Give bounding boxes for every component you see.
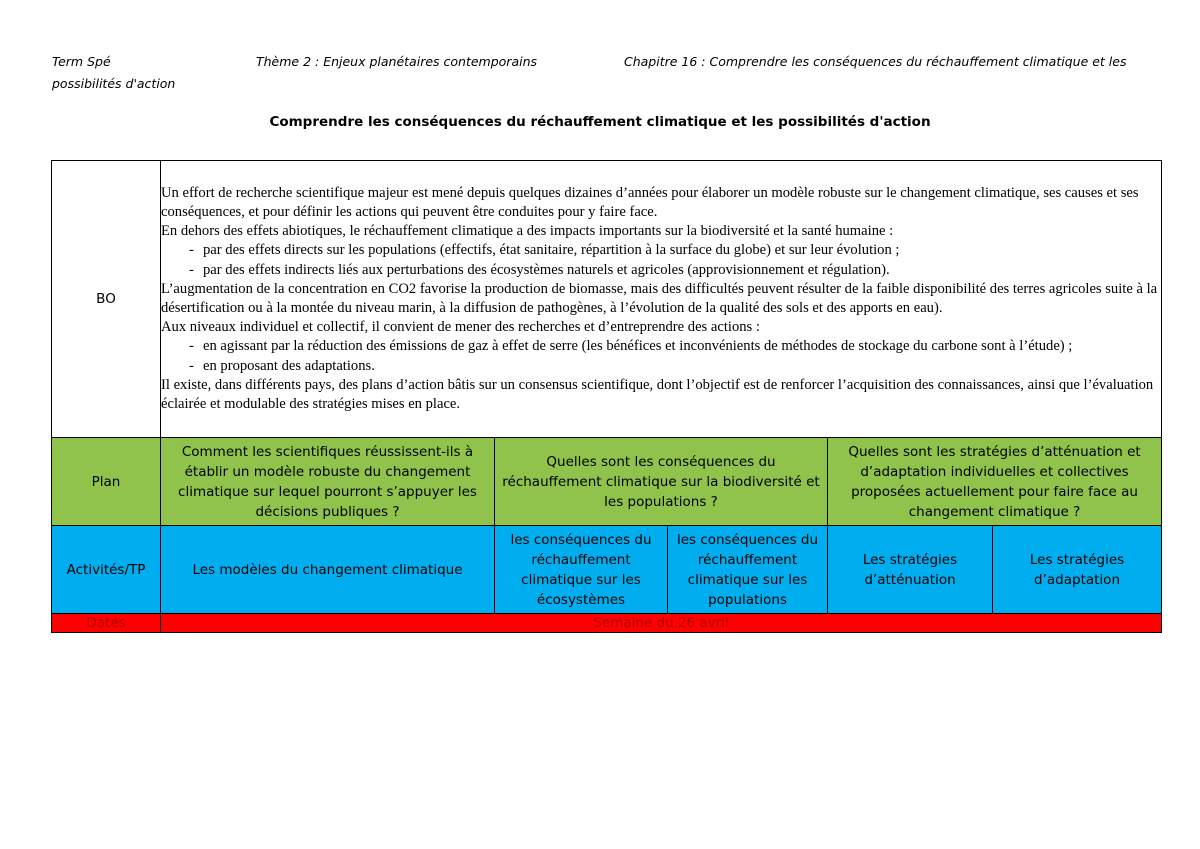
bo-paragraph-1: Un effort de recherche scientifique majeur est mené depuis quelques dizaines d’années pour élaborer un modèle robuste sur le changement climatique, ses causes et ses conséquences, et pour définir les actions qui peuvent être conduites pour y faire face. [161, 184, 1139, 220]
activity-populations: les conséquences du réchauffement climatique sur les populations [668, 526, 828, 614]
activity-mitigation: Les stratégies d’atténuation [828, 526, 993, 614]
header-term: Term Spé [52, 54, 111, 69]
plan-row [52, 438, 1162, 526]
bo-list-item-4 [161, 357, 1161, 376]
dates-row [52, 614, 1162, 633]
list-dash: - [189, 357, 194, 374]
document-title: Comprendre les conséquences du réchauffement climatique et les possibilités d'action [269, 114, 931, 130]
header-chapter: Chapitre 16 : Comprendre les conséquences du réchauffement climatique et les [624, 54, 1127, 69]
bo-paragraph-3: L’augmentation de la concentration en CO2 favorise la production de biomasse, mais des difficultés peuvent résulter de la faible disponibilité des terres agricoles suite à la désertification ou à la montée du niveau marin, à la diffusion de pathogènes, à l’évolution de la qualité des sols et des apports en eau). [161, 280, 1158, 316]
activity-ecosystems: les conséquences du réchauffement climatique sur les écosystèmes [495, 526, 668, 614]
dates-label: Dates [52, 614, 161, 633]
bo-list-item-1 [161, 241, 1161, 260]
dates-value: Semaine du 26 avril [161, 614, 1162, 633]
activities-row [52, 526, 1162, 614]
bo-paragraph-2: En dehors des effets abiotiques, le réchauffement climatique a des impacts importants sur la biodiversité et la santé humaine : [161, 223, 894, 240]
bo-paragraph-5: Il existe, dans différents pays, des plans d’action bâtis sur un consensus scientifique, dont l’objectif est de renforcer l’acquisition des connaissances, ainsi que l’évaluation éclairée et modulable des stratégies mises en place. [161, 376, 1154, 413]
bo-list-item-3 [161, 337, 1161, 356]
list-item-text: en agissant par la réduction des émissions de gaz à effet de serre (les bénéfices et inconvénients de méthodes de stockage du carbone sont à l’étude) ; [203, 338, 1073, 355]
list-dash: - [189, 338, 194, 355]
activities-label: Activités/TP [52, 526, 161, 614]
bo-content [161, 161, 1162, 438]
program-table [51, 160, 1162, 633]
activity-adaptation: Les stratégies d’adaptation [993, 526, 1162, 614]
activity-models: Les modèles du changement climatique [161, 526, 495, 614]
list-item-text: par des effets indirects liés aux perturbations des écosystèmes naturels et agricoles (approvisionnement et régulation). [203, 261, 890, 278]
plan-question-3: Quelles sont les stratégies d’atténuation et d’adaptation individuelles et collectives proposées actuellement pour faire face au changement climatique ? [828, 438, 1162, 526]
plan-label: Plan [52, 438, 161, 526]
header-theme: Thème 2 : Enjeux planétaires contemporains [256, 54, 538, 69]
bo-row [52, 161, 1162, 438]
plan-question-2: Quelles sont les conséquences du réchauffement climatique sur la biodiversité et les populations ? [495, 438, 828, 526]
bo-paragraph-4: Aux niveaux individuel et collectif, il convient de mener des recherches et d’entreprendre des actions : [161, 319, 760, 336]
bo-list-item-2 [161, 261, 1161, 280]
list-dash: - [189, 242, 194, 259]
list-dash: - [189, 261, 194, 278]
header-chapter-continued: possibilités d'action [52, 76, 176, 91]
bo-label: BO [52, 161, 161, 438]
list-item-text: en proposant des adaptations. [203, 357, 375, 374]
list-item-text: par des effets directs sur les populations (effectifs, état sanitaire, répartition à la surface du globe) et sur leur évolution ; [203, 242, 900, 259]
plan-question-1: Comment les scientifiques réussissent-ils à établir un modèle robuste du changement climatique sur lequel pourront s’appuyer les décisions publiques ? [161, 438, 495, 526]
